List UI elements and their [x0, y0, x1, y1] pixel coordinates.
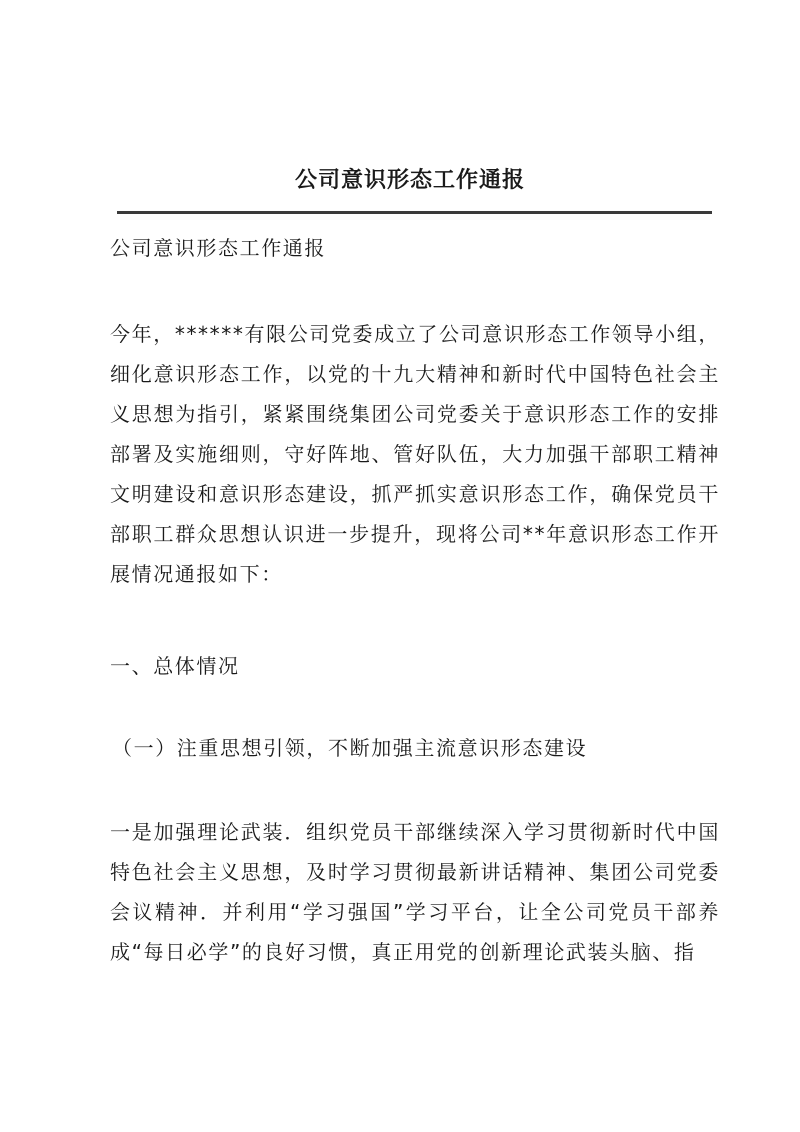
subsection-heading: （一）注重思想引领，不断加强主流意识形态建设: [112, 736, 588, 760]
document-title: 公司意识形态工作通报: [294, 167, 525, 193]
title-divider: [117, 211, 712, 214]
document-subtitle: 公司意识形态工作通报: [110, 236, 326, 260]
intro-paragraph: 今年，******有限公司党委成立了公司意识形态工作领导小组，细化意识形态工作，以党的十九大精神和新时代中国特色社会主义思想为指引，紧紧围绕集团公司党委关于意识形态工作的安排部署及实施细则，守好阵地、管好队伍，大力加强干部职工精神文明建设和意识形态建设，抓严抓实意识形态工作，确保党员干部职工群众思想认识进一步提升，现将公司**年意识形态工作开展情况通报如下：: [110, 322, 720, 586]
body-paragraph: 一是加强理论武装．组织党员干部继续深入学习贯彻新时代中国特色社会主义思想，及时学习贯彻最新讲话精神、集团公司党委会议精神．并利用“学习强国”学习平台，让全公司党员干部养成“每日必学”的良好习惯，真正用党的创新理论武装头脑、指: [110, 820, 720, 964]
section-heading: 一、总体情况: [110, 654, 240, 678]
